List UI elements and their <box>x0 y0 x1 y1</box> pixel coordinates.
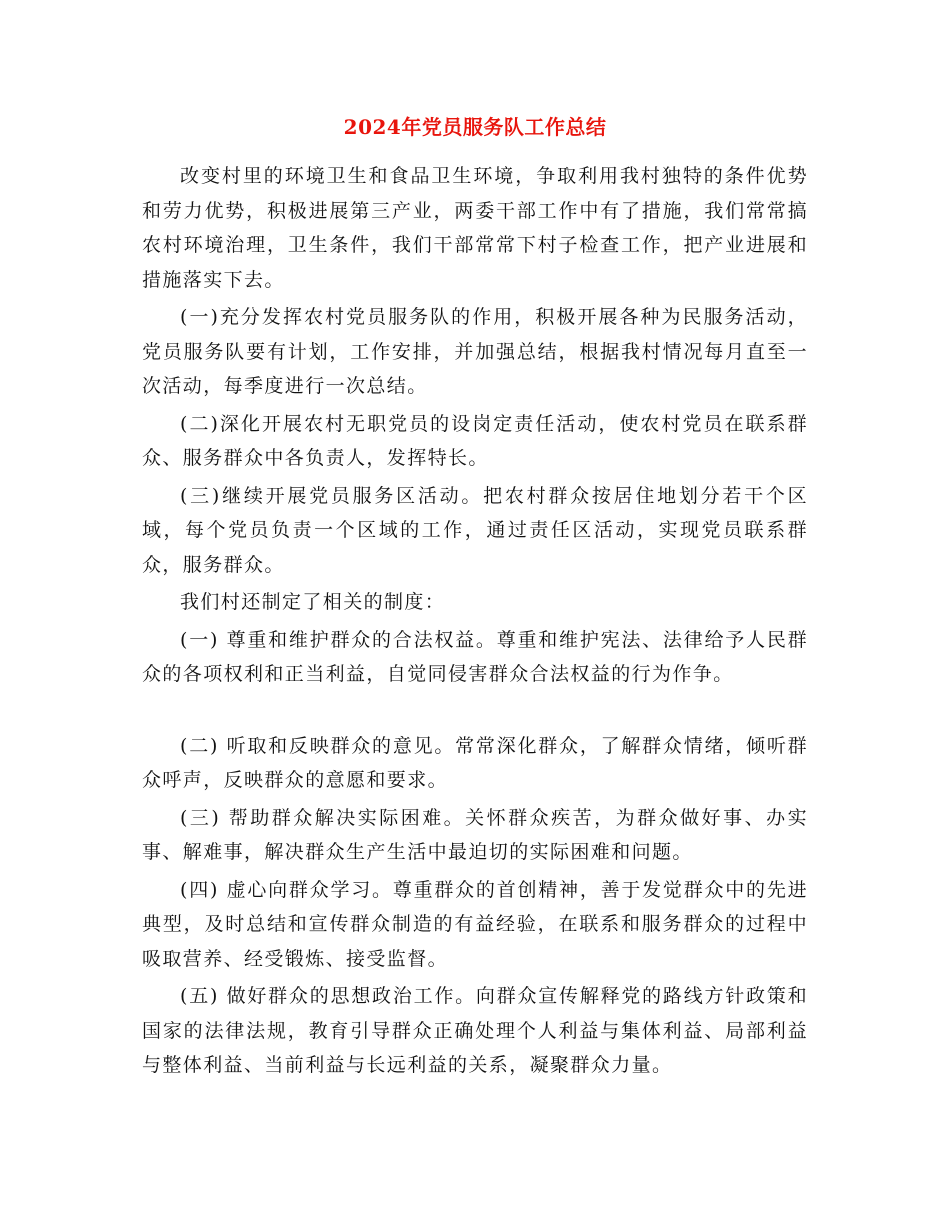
paragraph-item-2: (二)深化开展农村无职党员的设岗定责任活动，使农村党员在联系群众、服务群众中各负责人，发挥特长。 <box>142 412 808 469</box>
document-title: 2024年党员服务队工作总结 <box>343 115 607 139</box>
paragraph-rule-1: (一) 尊重和维护群众的合法权益。尊重和维护宪法、法律给予人民群众的各项权利和正当利益，自觉同侵害群众合法权益的行为作争。 <box>142 628 808 685</box>
paragraph-item-3: (三)继续开展党员服务区活动。把农村群众按居住地划分若干个区域，每个党员负责一个区域的工作，通过责任区活动，实现党员联系群众，服务群众。 <box>142 484 808 576</box>
paragraph-item-1: (一)充分发挥农村党员服务队的作用，积极开展各种为民服务活动，党员服务队要有计划，工作安排，并加强总结，根据我村情况每月直至一次活动，每季度进行一次总结。 <box>142 306 808 397</box>
paragraph-rule-4: (四) 虚心向群众学习。尊重群众的首创精神，善于发觉群众中的先进典型，及时总结和宣传群众制造的有益经验，在联系和服务群众的过程中吸取营养、经受锻炼、接受监督。 <box>142 878 808 970</box>
document-body <box>142 159 808 1086</box>
paragraph-rule-2: (二) 听取和反映群众的意见。常常深化群众，了解群众情绪，倾听群众呼声，反映群众的意愿和要求。 <box>142 734 808 791</box>
paragraph-rule-5: (五) 做好群众的思想政治工作。向群众宣传解释党的路线方针政策和国家的法律法规，教育引导群众正确处理个人利益与集体利益、局部利益与整体利益、当前利益与长远利益的关系，凝聚群众力量。 <box>142 985 808 1076</box>
paragraph-intro: 改变村里的环境卫生和食品卫生环境，争取利用我村独特的条件优势和劳力优势，积极进展第三产业，两委干部工作中有了措施，我们常常搞农村环境治理，卫生条件，我们干部常常下村子检查工作，把产业进展和措施落实下去。 <box>142 165 808 291</box>
paragraph-rule-3: (三) 帮助群众解决实际困难。关怀群众疾苦，为群众做好事、办实事、解难事，解决群众生产生活中最迫切的实际困难和问题。 <box>142 806 808 863</box>
paragraph-rules-intro: 我们村还制定了相关的制度： <box>180 591 446 613</box>
